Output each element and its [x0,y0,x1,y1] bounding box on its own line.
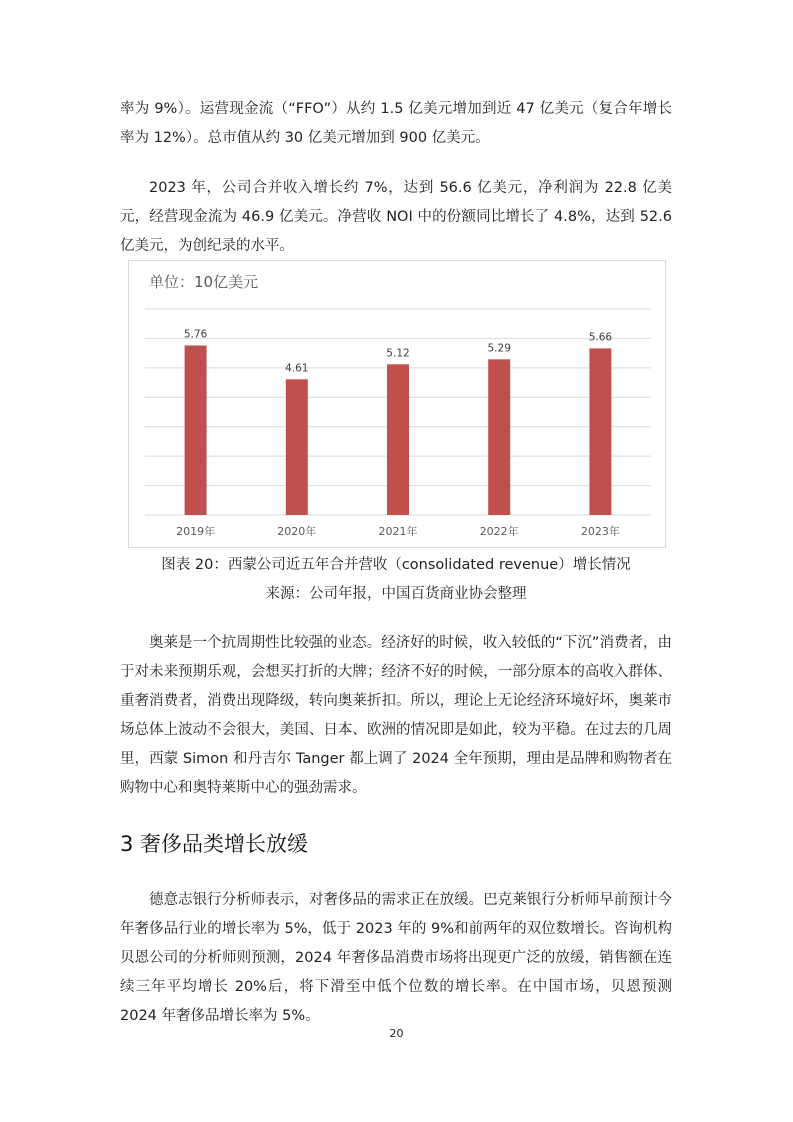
section-heading: 3 奢侈品类增长放缓 [120,832,309,856]
bar-2019年 [185,345,207,515]
data-label-2020年: 4.61 [285,362,309,375]
data-label-2019年: 5.76 [183,328,208,341]
revenue-bar-chart-svg [129,261,665,547]
bar-2022年 [488,359,510,515]
paragraph-2023-results: 2023 年，公司合并收入增长约 7%，达到 56.6 亿美元，净利润为 22.8 亿美元，经营现金流为 46.9 亿美元。净营收 NOI 中的份额同比增长了 4.8%，达到 52.6 亿美元，为创纪录的水平。 [120,180,672,254]
bar-2023年 [589,348,611,515]
chart-source: 来源：公司年报，中国百货商业协会整理 [265,586,527,602]
x-tick-label: 2022年 [479,525,519,538]
paragraph-luxury-slowdown: 德意志银行分析师表示，对奢侈品的需求正在放缓。巴克莱银行分析师早前预计今年奢侈品行业的增长率为 5%，低于 2023 年的 9%和前两年的双位数增长。咨询机构贝恩公司的分析师则预测，2024 年奢侈品消费市场将出现更广泛的放缓，销售额在连续三年平均增长 20%后，将下滑至中低个位数的增长率。在中国市场，贝恩预测 2024 年奢侈品增长率为 5%。 [120,892,672,1024]
page-number: 20 [389,1027,404,1040]
x-tick-label: 2021年 [378,525,418,538]
x-tick-label: 2020年 [277,525,317,538]
paragraph-ffo-growth: 率为 9%）。运营现金流（“FFO”）从约 1.5 亿美元增加到近 47 亿美元（复合年增长率为 12%）。总市值从约 30 亿美元增加到 900 亿美元。 [120,101,672,146]
paragraph-outlet-resilience: 奥莱是一个抗周期性比较强的业态。经济好的时候，收入较低的“下沉”消费者，由于对未来预期乐观，会想买打折的大牌；经济不好的时候，一部分原本的高收入群体、重奢消费者，消费出现降级，转向奥莱折扣。所以，理论上无论经济环境好坏，奥莱市场总体上波动不会很大，美国、日本、欧洲的情况即是如此，较为平稳。在过去的几周里，西蒙 Simon 和丹吉尔 Tanger 都上调了 2024 全年预期，理由是品牌和购物者在购物中心和奥特莱斯中心的强劲需求。 [120,635,672,796]
data-label-2021年: 5.12 [386,347,410,360]
x-tick-label: 2023年 [580,525,620,538]
bar-2021年 [387,364,409,515]
data-label-2023年: 5.66 [588,331,613,344]
chart-caption: 图表 20：西蒙公司近五年合并营收（consolidated revenue）增长情况 [161,557,631,573]
bar-2020年 [286,379,308,515]
x-tick-label: 2019年 [176,525,216,538]
data-label-2022年: 5.29 [487,342,511,355]
chart-unit-label: 单位：10亿美元 [149,273,259,291]
revenue-chart [128,260,666,548]
